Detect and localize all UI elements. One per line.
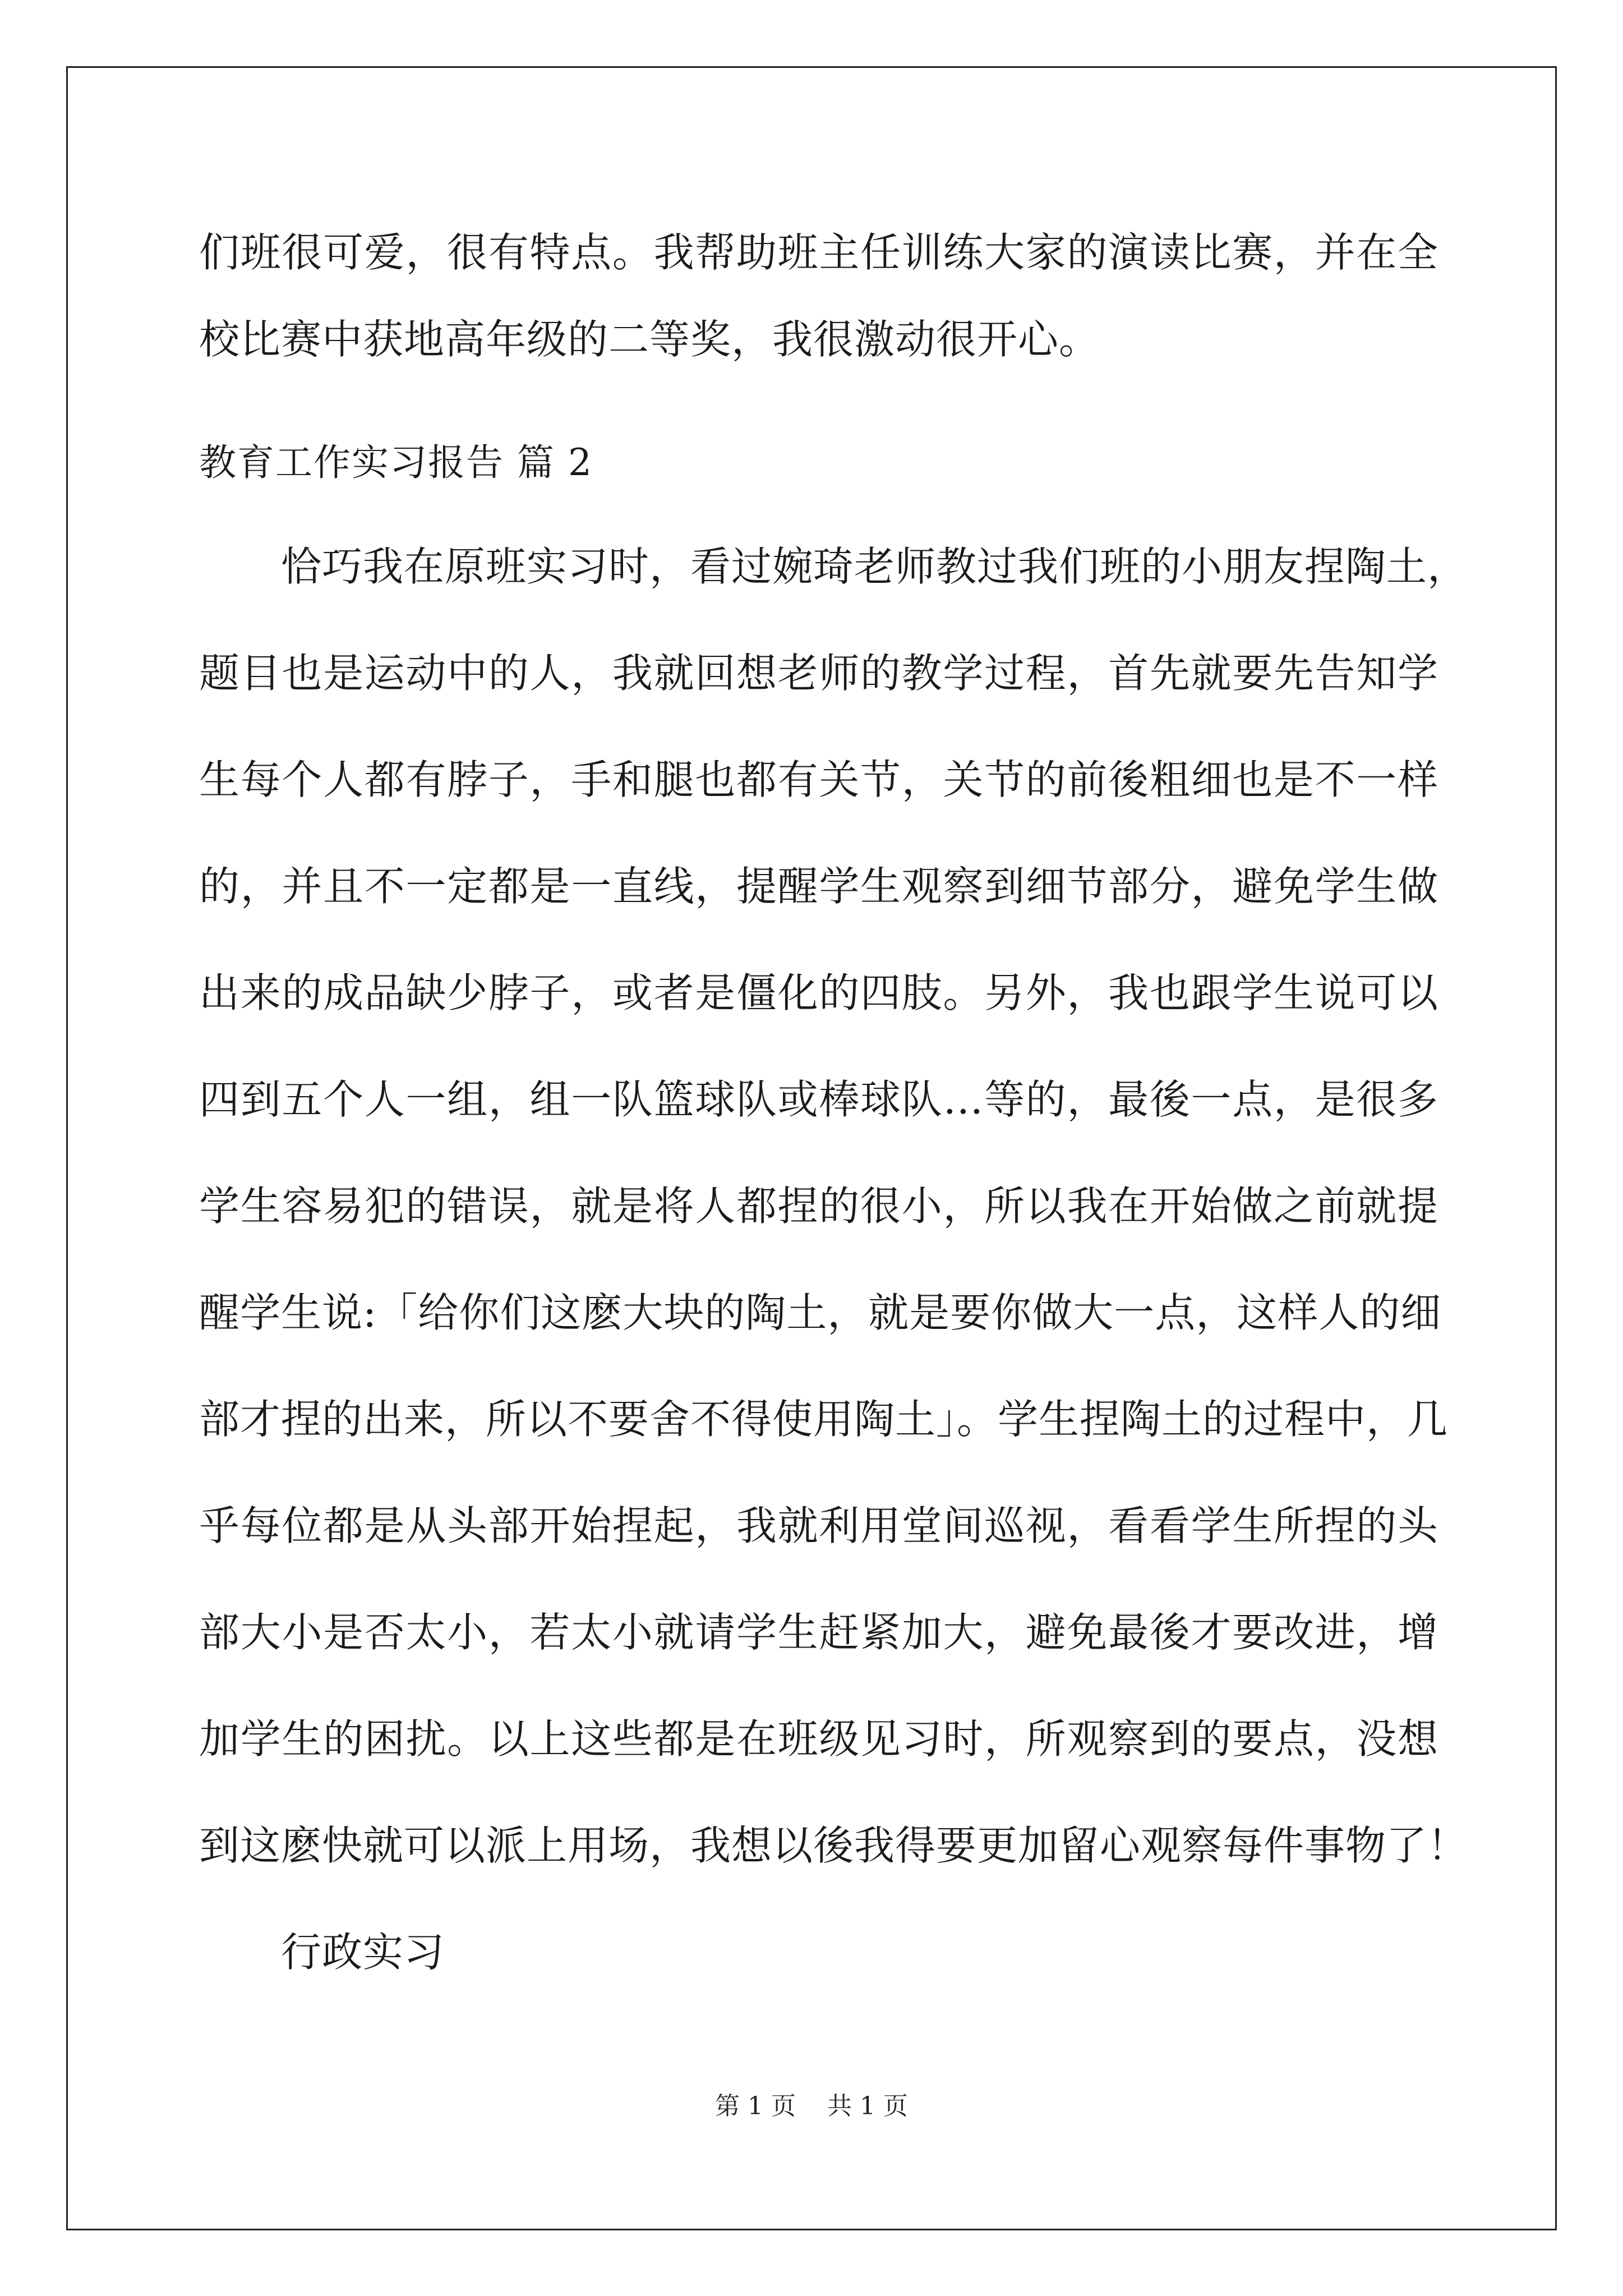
- paragraph-line: 学生容易犯的错误，就是将人都捏的很小，所以我在开始做之前就提: [199, 1182, 1438, 1230]
- paragraph-line: 到这麽快就可以派上用场，我想以後我得要更加留心观察每件事物了！: [199, 1822, 1469, 1869]
- paragraph-line: 加学生的困扰。以上这些都是在班级见习时，所观察到的要点，没想: [199, 1715, 1438, 1763]
- paragraph-line: 们班很可爱，很有特点。我帮助班主任训练大家的演读比赛，并在全: [199, 229, 1438, 276]
- paragraph-line: 四到五个人一组，组一队篮球队或棒球队…等的，最後一点，是很多: [199, 1076, 1438, 1123]
- paragraph-line: 部才捏的出来，所以不要舍不得使用陶土」。学生捏陶土的过程中，几: [199, 1396, 1449, 1443]
- paragraph-line: 的，并且不一定都是一直线，提醒学生观察到细节部分，避免学生做: [199, 863, 1438, 910]
- section-heading: 教育工作实习报告 篇 2: [199, 441, 593, 484]
- paragraph-line: 生每个人都有脖子，手和腿也都有关节，关节的前後粗细也是不一样: [199, 756, 1438, 803]
- paragraph-line: 醒学生说:「给你们这麽大块的陶土，就是要你做大一点，这样人的细: [199, 1289, 1442, 1336]
- subsection-heading: 行政实习: [281, 1929, 445, 1976]
- page-border: [66, 66, 1557, 2230]
- paragraph-line: 部大小是否太小，若太小就请学生赶紧加大，避免最後才要改进，增: [199, 1609, 1438, 1656]
- paragraph-line: 题目也是运动中的人，我就回想老师的教学过程，首先就要先告知学: [199, 650, 1438, 697]
- paragraph-line: 校比赛中获地高年级的二等奖，我很激动很开心。: [199, 316, 1100, 363]
- paragraph-line: 乎每位都是从头部开始捏起，我就利用堂间巡视，看看学生所捏的头: [199, 1502, 1438, 1549]
- page-number-footer: 第 1 页 共 1 页: [715, 2092, 908, 2120]
- paragraph-line: 出来的成品缺少脖子，或者是僵化的四肢。另外，我也跟学生说可以: [199, 969, 1438, 1016]
- paragraph-line: 恰巧我在原班实习时，看过婉琦老师教过我们班的小朋友捏陶土，: [281, 543, 1469, 590]
